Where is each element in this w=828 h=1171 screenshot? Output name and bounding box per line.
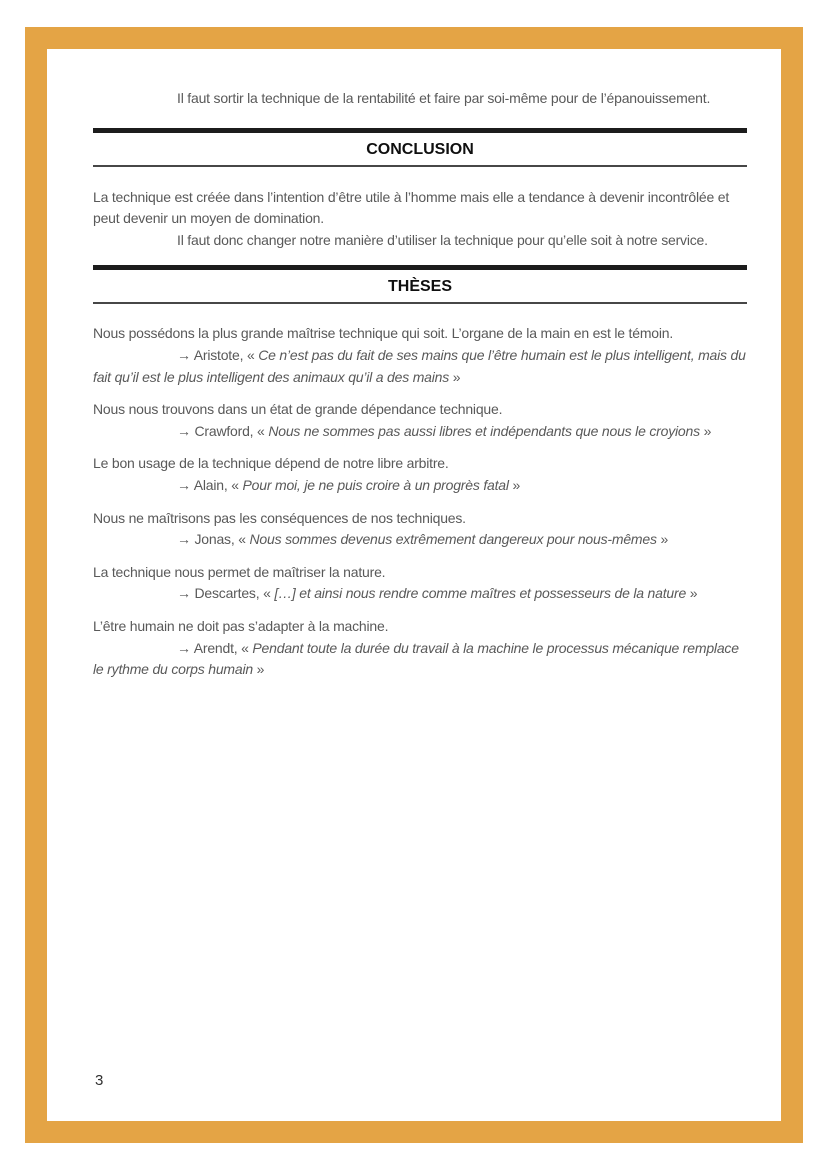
thesis-quote [93,421,747,443]
thesis-item [93,323,747,388]
theses-list [93,323,747,680]
thesis-item [93,453,747,496]
thesis-quote [93,529,747,551]
thesis-quote [93,638,747,681]
thesis-quote-text: Pendant toute la durée du travail à la machine le processus mécanique remplace le rythme du corps humain [93,639,739,678]
thesis-quote-text: Ce n’est pas du fait de ses mains que l’être humain est le plus intelligent, mais du fait qu’il est le plus intelligent des animaux qu’il a des mains [93,346,746,385]
thesis-attribution: → Arendt, « [177,639,253,656]
thesis-statement: Nous possédons la plus grande maîtrise technique qui soit. L’organe de la main en est le témoin. [93,325,674,342]
thesis-quote-closing: » [686,585,698,602]
thesis-quote-text: Pour moi, je ne puis croire à un progrès fatal [242,476,509,493]
thesis-quote-closing: » [508,476,521,493]
intro-paragraph: Il faut sortir la technique de la rentabilité et faire par soi-même pour de l’épanouissement. [177,90,711,106]
theses-heading: THÈSES [93,265,747,304]
thesis-quote-closing: » [656,531,669,548]
thesis-quote-text: […] et ainsi nous rendre comme maîtres et possesseurs de la nature [274,585,687,602]
thesis-quote-text: Nous sommes devenus extrêmement dangereux pour nous-mêmes [249,531,657,548]
conclusion-heading: CONCLUSION [93,128,747,167]
thesis-statement: La technique nous permet de maîtriser la nature. [93,563,386,580]
thesis-quote [93,475,747,497]
conclusion-block [93,187,747,252]
thesis-statement: Nous nous trouvons dans un état de grande dépendance technique. [93,401,503,418]
thesis-statement: Nous ne maîtrisons pas les conséquences de nos techniques. [93,509,466,526]
thesis-attribution: → Aristote, « [177,346,259,363]
thesis-quote-closing: » [252,661,265,678]
thesis-statement: L’être humain ne doit pas s’adapter à la machine. [93,617,389,634]
conclusion-followup: Il faut donc changer notre manière d’utiliser la technique pour qu’elle soit à notre service. [177,231,708,248]
conclusion-paragraph: La technique est créée dans l’intention d’être utile à l’homme mais elle a tendance à devenir incontrôlée et peut devenir un moyen de domination. [93,188,730,227]
thesis-item [93,508,747,551]
thesis-attribution: → Jonas, « [177,531,250,548]
thesis-item [93,562,747,605]
thesis-attribution: → Alain, « [177,476,243,493]
thesis-quote [93,583,747,605]
thesis-quote-closing: » [449,368,461,385]
page-frame [25,27,803,1143]
thesis-attribution: → Descartes, « [177,585,275,602]
thesis-item [93,399,747,442]
thesis-quote [93,345,747,388]
thesis-item [93,616,747,681]
thesis-attribution: → Crawford, « [177,422,269,439]
page-number: 3 [95,1072,104,1089]
thesis-quote-closing: » [699,422,712,439]
document-page [47,49,781,1121]
thesis-quote-text: Nous ne sommes pas aussi libres et indépendants que nous le croyions [268,422,700,439]
thesis-statement: Le bon usage de la technique dépend de notre libre arbitre. [93,455,449,472]
